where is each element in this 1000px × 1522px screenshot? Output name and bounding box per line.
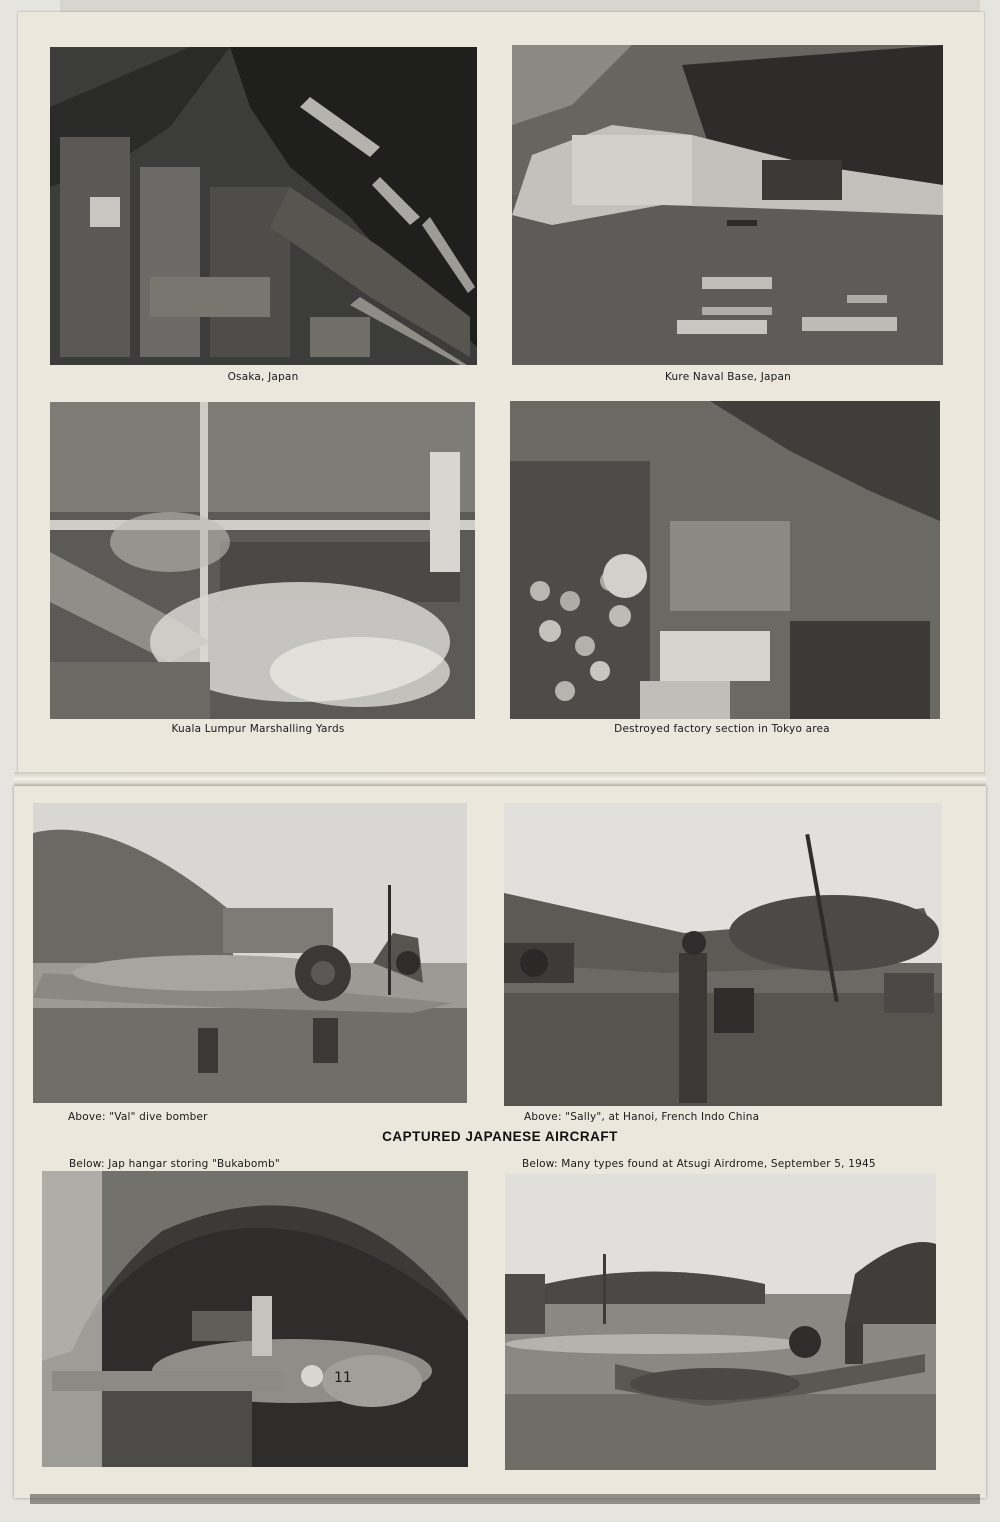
photo-kure-naval-base: [512, 45, 943, 365]
caption-kure: Kure Naval Base, Japan: [664, 371, 792, 383]
booklet-bottom-edge: [30, 1494, 980, 1504]
photo-val-dive-bomber: [33, 803, 467, 1103]
section-heading: CAPTURED JAPANESE AIRCRAFT: [382, 1129, 618, 1144]
caption-tokyo: Destroyed factory section in Tokyo area: [614, 723, 830, 735]
caption-above-val: Above: "Val" dive bomber: [68, 1111, 208, 1123]
photo-sally-hanoi: [504, 803, 942, 1106]
caption-below-bukabomb: Below: Jap hangar storing "Bukabomb": [69, 1158, 280, 1170]
page-fold: [14, 772, 986, 786]
caption-above-sally: Above: "Sally", at Hanoi, French Indo China: [524, 1111, 760, 1123]
photo-bukabomb-hangar: [42, 1171, 468, 1467]
photo-osaka-harbor: [50, 47, 477, 365]
caption-kuala-lumpur: Kuala Lumpur Marshalling Yards: [171, 723, 345, 735]
photo-tokyo-factory: [510, 401, 940, 719]
caption-below-atsugi: Below: Many types found at Atsugi Airdrome, September 5, 1945: [522, 1158, 876, 1170]
bukabomb-marking: 11: [334, 1370, 352, 1386]
booklet-top-edge: [60, 0, 980, 12]
caption-osaka: Osaka, Japan: [227, 371, 299, 383]
photo-atsugi-airdrome: [505, 1174, 936, 1470]
photo-kuala-lumpur-yards: [50, 402, 475, 719]
